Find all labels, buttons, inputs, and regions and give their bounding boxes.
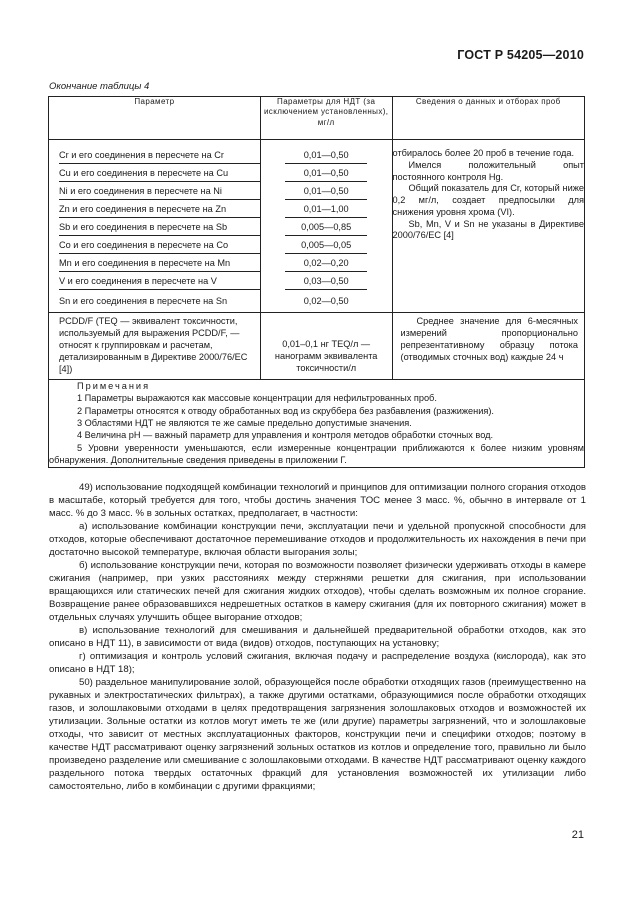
parameter-cell: Ni и его соединения в пересчете на Ni (59, 186, 260, 200)
standard-number: ГОСТ Р 54205—2010 (457, 48, 584, 62)
note-item: 4 Величина рН — важный параметр для управления и контроля методов обработки сточных вод. (77, 430, 494, 441)
paragraph: а) использование комбинации конструкции печи, эксплуатации печи и удельной пропускной способности для отходов, которые обеспечивают достаточное перемешивание отходов и продолжительность их нахождения в печи при достаточно высокой температуре, включая области выгорания золы; (49, 520, 586, 558)
value-cell: 0,01—0,50 (285, 150, 367, 164)
parameter-cell: Cr и его соединения в пересчете на Cr (59, 150, 260, 164)
value-cell: 0,01–0,1 нг TEQ/л — нанограмм эквивалента токсичности/л (260, 313, 392, 380)
paragraph: г) оптимизация и контроль условий сжигания, включая подачу и распределение воздуха (кислорода), как это описано в НДТ 18); (49, 650, 586, 675)
paragraph: б) использование конструкции печи, которая по возможности позволяет физически удерживать отходы в камере сжигания (например, при узких расстояниях между стержнями решетки для сжигания, при использовании вращающихся или статических печей для сжигания жидких отходов), чтобы сделать возможным их полное сгорание. Возвращение ранее образовавшихся недрешетных остатков в камеру сжигания (для их повторного сжигания) может в отдельных случаях улучшить общее выгорание отходов; (49, 559, 586, 623)
table-notes-row (49, 379, 585, 467)
paragraph: 50) раздельное манипулирование золой, образующейся после обработки отходящих газов (преимущественно на рукавных и электростатических фильтрах), а также другими остатками, образующимися после обработки отходящих газов, и золошлаковыми отходами в целях предотвращения загрязнения золошлаковых отходов и возможностей их утилизации. Зольные остатки из котлов могут иметь те же (или другие) параметры загрязнений, что и золошлаковые отходы, что зависит от местных эксплуатационных факторов, конструкции печи и специфики отходов; поэтому в качестве НДТ рассматривают оценку загрязнений зольных остатков из котлов и определение того, правильно ли было произведено разделение или смешивание с золошлаковыми отходами. В качестве НДТ рассматривают оценку каждого раздельного потока твердых остаточных фракций для установления возможностей их утилизации либо самостоятельно, либо в комбинации с другими фракциями; (49, 676, 586, 792)
parameter-cell: Mn и его соединения в пересчете на Mn (59, 258, 260, 272)
value-cell: 0,01—0,50 (285, 168, 367, 182)
note-item: 2 Параметры относятся к отводу обработанных вод из скруббера без разбавления (разжижения). (77, 405, 494, 416)
parameter-cell: Sb и его соединения в пересчете на Sb (59, 222, 260, 236)
parameter-cell: Zn и его соединения в пересчете на Zn (59, 204, 260, 218)
value-cell: 0,005—0,85 (285, 222, 367, 236)
sampling-notes-cell: отбиралось более 20 проб в течение года. Имелся положительный опыт постоянного контроля Hg. Общий показатель для Cr, который ниже 0,2 мг/л, создает предпосылки для снижения уровня хрома (VI). Sb, Mn, V и Sn не указаны в Директиве 2000/76/ЕС [4] (392, 148, 584, 313)
parameter-cell: PCDD/F (TEQ — эквивалент токсичности, используемый для выражения PCDD/F, — относят к группировкам и расчетам, детализированным в Директиве 2000/76/ЕС [4]) (49, 313, 261, 380)
parameter-cell: Co и его соединения в пересчете на Co (59, 240, 260, 254)
value-cell: 0,005—0,05 (285, 240, 367, 254)
value-cell: 0,02—0,20 (285, 258, 367, 272)
paragraph: 49) использование подходящей комбинации технологий и принципов для оптимизации полного сгорания отходов в масштабе, который требуется для того, чтобы достичь значения ТОС менее 3 масс. %, обычно в интервале от 1 масс. % до 3 масс. % в зольных остатках, предполагает, в частности: (49, 482, 587, 519)
column-header-parameter: Параметр (49, 97, 261, 140)
column-header-values: Параметры для НДТ (за исключением установленных), мг/л (260, 97, 392, 140)
notes-title: Примечания (77, 380, 151, 391)
value-cell: 0,01—1,00 (285, 204, 367, 218)
table-row (49, 148, 585, 166)
note-item: 1 Параметры выражаются как массовые концентрации для нефильтрованных проб. (77, 393, 437, 404)
parameter-cell: Cu и его соединения в пересчете на Cu (59, 168, 260, 182)
parameter-cell: V и его соединения в пересчете на V (59, 276, 260, 290)
body-text (49, 482, 586, 794)
parameter-cell: Sn и его соединения в пересчете на Sn (59, 296, 228, 307)
column-header-sampling-info: Сведения о данных и отборах проб (392, 97, 584, 140)
table-header-row (49, 97, 585, 140)
page-number: 21 (571, 829, 584, 841)
note-item: 5 Уровни уверенности уменьшаются, если измеренные концентрации приближаются к более низким уровням обнаружения. Дополнительные сведения приведены в приложении Г. (49, 442, 584, 466)
sampling-note: Среднее значение для 6-месячных измерений пропорционально репрезентативному образцу потока (отводимых сточных вод) каждые 24 ч (400, 316, 578, 362)
table-4 (48, 96, 585, 468)
value-cell: 0,03—0,50 (285, 276, 367, 290)
note-item: 3 Областями НДТ не являются те же самые предельно допустимые значения. (77, 418, 412, 429)
paragraph: в) использование технологий для смешивания и дальнейшей предварительной обработки отходов, как это описано в НДТ 11), в зависимости от вида (видов) отходов, поступающих на установку; (49, 624, 586, 649)
table-caption: Окончание таблицы 4 (49, 81, 150, 92)
table-row-pcdd (49, 313, 585, 380)
value-cell: 0,01—0,50 (285, 186, 367, 200)
value-cell: 0,02—0,50 (303, 295, 349, 306)
